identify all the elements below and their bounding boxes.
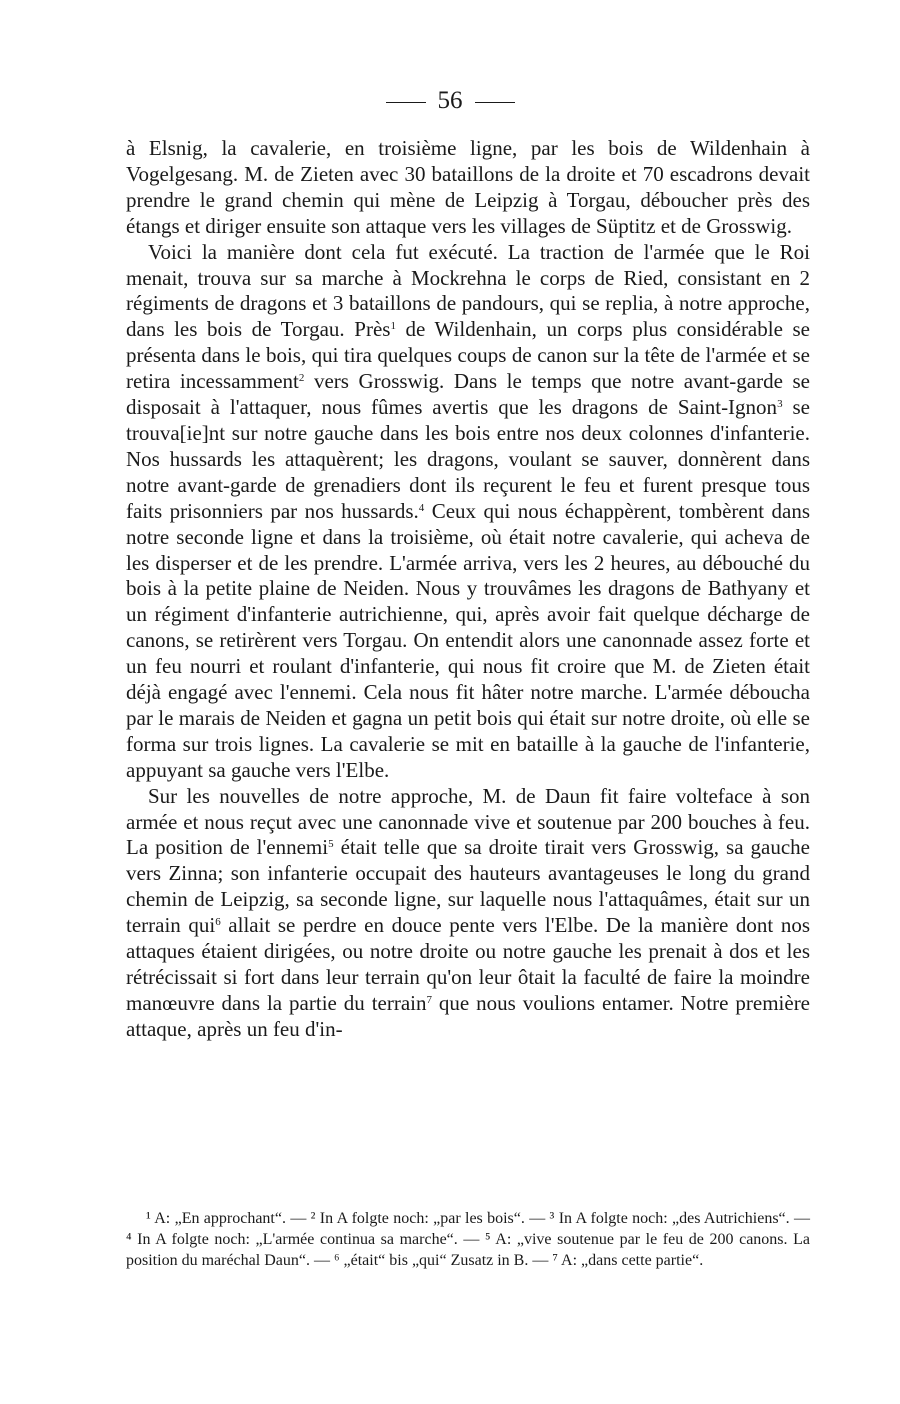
footnote-ref-3: 3 <box>777 398 783 411</box>
text-span: se trouva[ie]nt sur notre gauche dans les bois entre nos deux colonnes d'infanterie. Nos hussards les attaquèrent; les dragons, voulant se sauver, donnèrent dans notre avant-garde de grenadiers dont ils reçurent le feu et furent presque tous faits prisonniers par nos hussards. <box>126 395 810 523</box>
page-header <box>0 86 900 116</box>
paragraph-2 <box>126 240 810 784</box>
text-span: de Wildenhain, un corps plus considérable se présenta dans le bois, qui tira quelques coups de canon sur la tête de l'armée et se retira incessamment <box>126 317 810 394</box>
footnote-ref-7: 7 <box>426 993 432 1006</box>
footnote-ref-5: 5 <box>328 838 334 851</box>
footnote-ref-4: 4 <box>418 501 425 514</box>
text-span: que nous voulions entamer. Notre première attaque, après un feu d'in- <box>126 990 811 1041</box>
main-text <box>126 136 810 1043</box>
text-span: était telle que sa droite tirait vers Grosswig, sa gauche vers Zinna; son infanterie occupait des hauteurs avantageuses le long du grand chemin de Leipzig, sa seconde ligne, sur laquelle nous l'attaquâmes, était sur un terrain qui <box>126 835 811 938</box>
text-span: Ceux qui nous échappèrent, tombèrent dans notre seconde ligne et dans la troisième, où était notre cavalerie, qui acheva de les disperser et de les prendre. L'armée arriva, vers les 2 heures, au débouché du bois à la petite plaine de Neiden. Nous y trouvâmes les dragons de Bathyany et un régiment d'infanterie autrichienne, qui, après avoir fait quelque décharge de canons, se retirèrent vers Torgau. On entendit alors une canonnade assez forte et un feu nourri et roulant d'infanterie, qui nous fit croire que M. de Zieten était déjà engagé avec l'ennemi. Cela nous fit hâter notre marche. L'armée déboucha par le marais de Neiden et gagna un petit bois qui était sur notre droite, où elle se forma sur trois lignes. La cavalerie se mit en bataille à la gauche de l'infanterie, appuyant sa gauche vers l'Elbe. <box>126 498 810 782</box>
footnote-ref-6: 6 <box>215 916 221 929</box>
text-span: vers Grosswig. Dans le temps que notre avant-garde se disposait à l'attaquer, nous fûmes avertis que les dragons de Saint-Ignon <box>126 369 810 420</box>
text-span: Voici la manière dont cela fut exécuté. La traction de l'armée que le Roi menait, trouva sur sa marche à Mockrehna le corps de Ried, consistant en 2 régiments de dragons et 3 bataillons de pandours, qui se replia, à notre approche, dans les bois de Torgau. Près <box>126 239 810 342</box>
footnotes <box>126 1208 810 1271</box>
footnote-ref-2: 2 <box>298 372 305 385</box>
paragraph-1: à Elsnig, la cavalerie, en troisième ligne, par les bois de Wildenhain à Vogelgesang. M. de Zieten avec 30 bataillons de la droite et 70 escadrons devait prendre le grand chemin qui mène de Leipzig à Torgau, déboucher près des étangs et diriger ensuite son attaque vers les villages de Süptitz et de Grosswig. <box>126 136 810 238</box>
footnote-ref-1: 1 <box>390 320 396 333</box>
text-span: allait se perdre en douce pente vers l'Elbe. De la manière dont nos attaques étaient dirigées, ou notre droite ou notre gauche les prenait à dos et les rétrécissait si fort dans leur terrain qu'on leur ôtait la faculté de faire la moindre manœuvre dans la partie du terrain <box>126 913 810 1015</box>
paragraph-3 <box>126 784 810 1043</box>
footnotes-text: ¹ A: „En approchant“. — ² In A folgte noch: „par les bois“. — ³ In A folgte noch: „des Autrichiens“. — ⁴ In A folgte noch: „L'armée continua sa marche“. — ⁵ A: „vive soutenue par le feu de 200 canons. La position du maréchal Daun“. — ⁶ „était“ bis „qui“ Zusatz in B. — ⁷ A: „dans cette partie“. <box>126 1210 810 1269</box>
header-dash-left <box>386 102 426 103</box>
page-number: 56 <box>437 87 463 114</box>
text-span: Sur les nouvelles de notre approche, M. de Daun fit faire volteface à son armée et nous reçut avec une canonnade vive et soutenue par 200 bouches à feu. La position de l'ennemi <box>126 783 810 860</box>
header-dash-right <box>475 102 515 103</box>
